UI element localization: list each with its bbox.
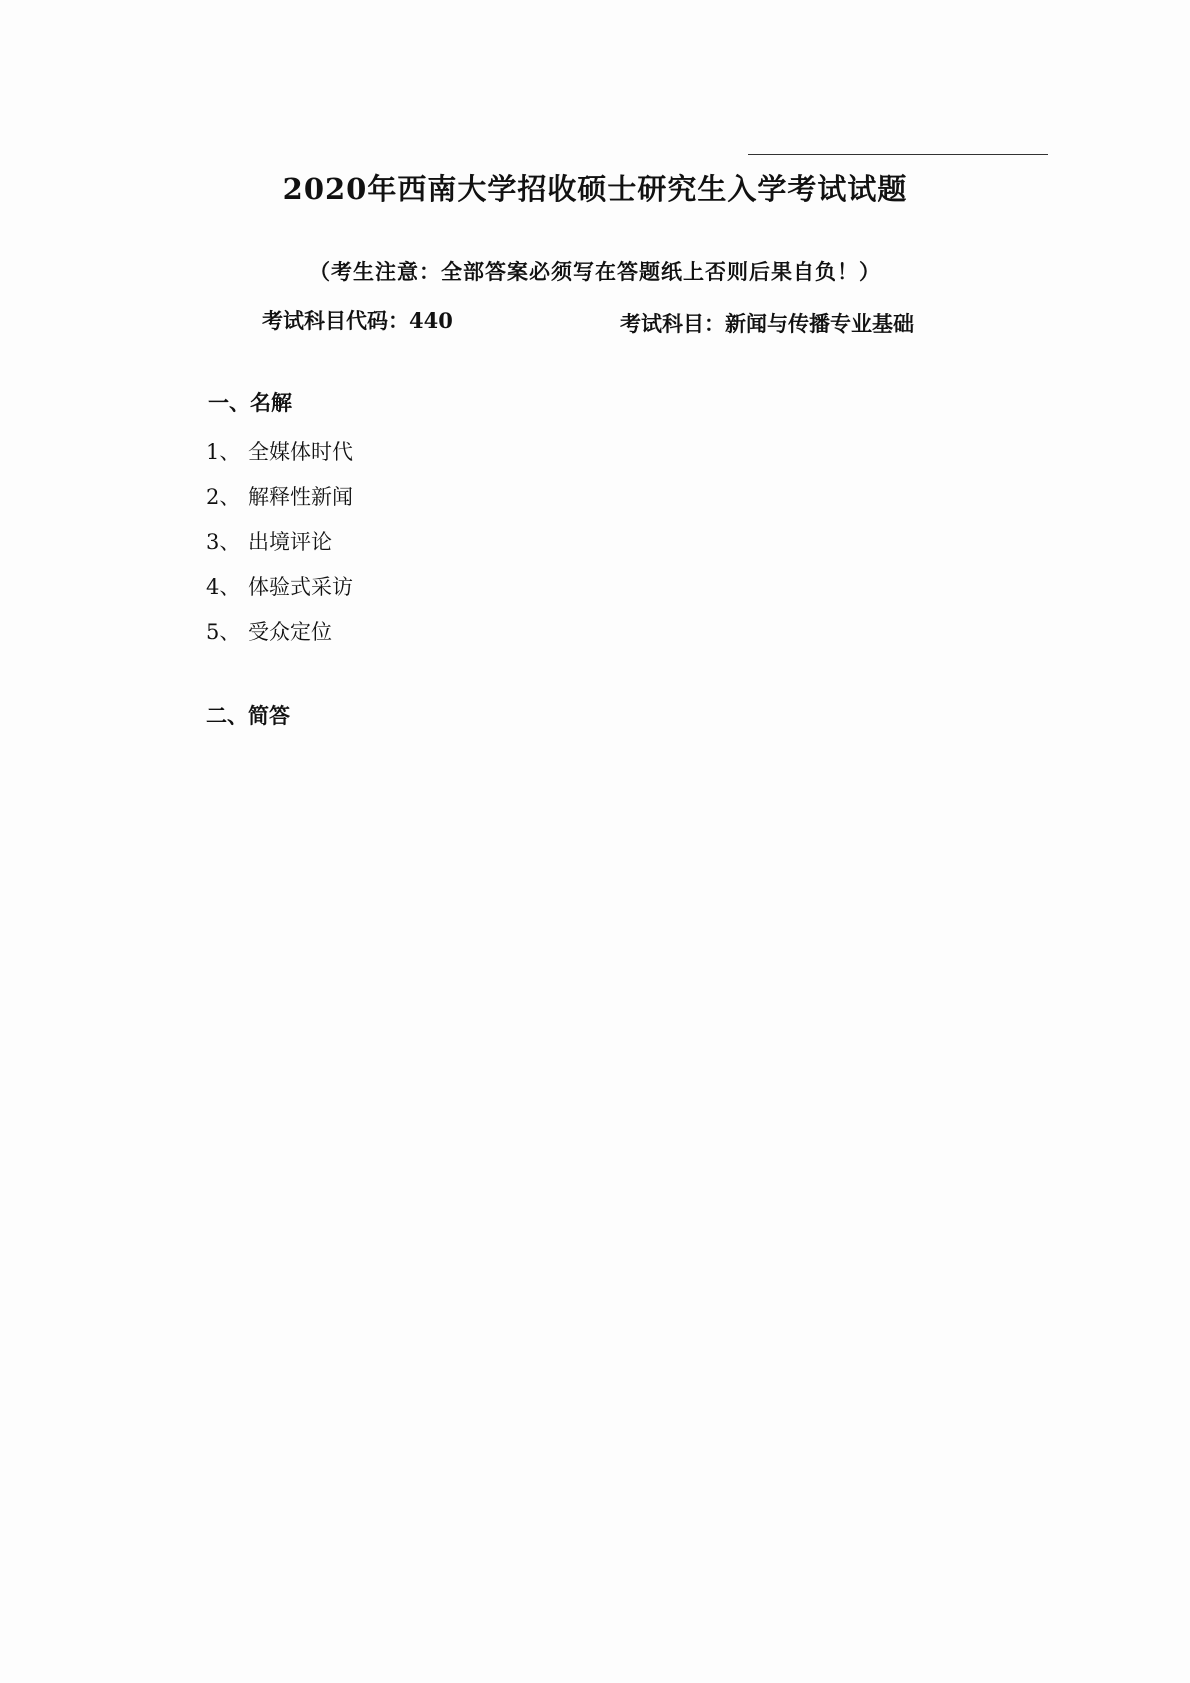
subject-name: 考试科目：新闻与传播专业基础 <box>620 311 914 336</box>
header-rule <box>748 154 1048 155</box>
subject-code: 考试科目代码：440 <box>262 308 453 333</box>
item-text: 解释性新闻 <box>248 484 353 509</box>
exam-notice: （考生注意：全部答案必须写在答题纸上否则后果自负！） <box>309 259 881 284</box>
list-item <box>206 518 353 563</box>
terms-list <box>206 428 353 653</box>
list-item <box>206 608 353 653</box>
section-heading-terms: 一、名解 <box>208 390 292 415</box>
item-text: 全媒体时代 <box>248 439 353 464</box>
list-item <box>206 428 353 473</box>
item-number: 3、 <box>206 529 241 554</box>
item-text: 受众定位 <box>248 619 332 644</box>
list-item <box>206 563 353 608</box>
item-number: 1、 <box>206 439 241 464</box>
list-item <box>206 473 353 518</box>
section-heading-short-answer: 二、简答 <box>206 703 290 728</box>
item-number: 5、 <box>206 619 241 644</box>
item-text: 体验式采访 <box>248 574 353 599</box>
item-number: 4、 <box>206 574 241 599</box>
item-text: 出境评论 <box>248 529 332 554</box>
item-number: 2、 <box>206 484 241 509</box>
exam-title: 2020年西南大学招收硕士研究生入学考试试题 <box>282 172 908 206</box>
